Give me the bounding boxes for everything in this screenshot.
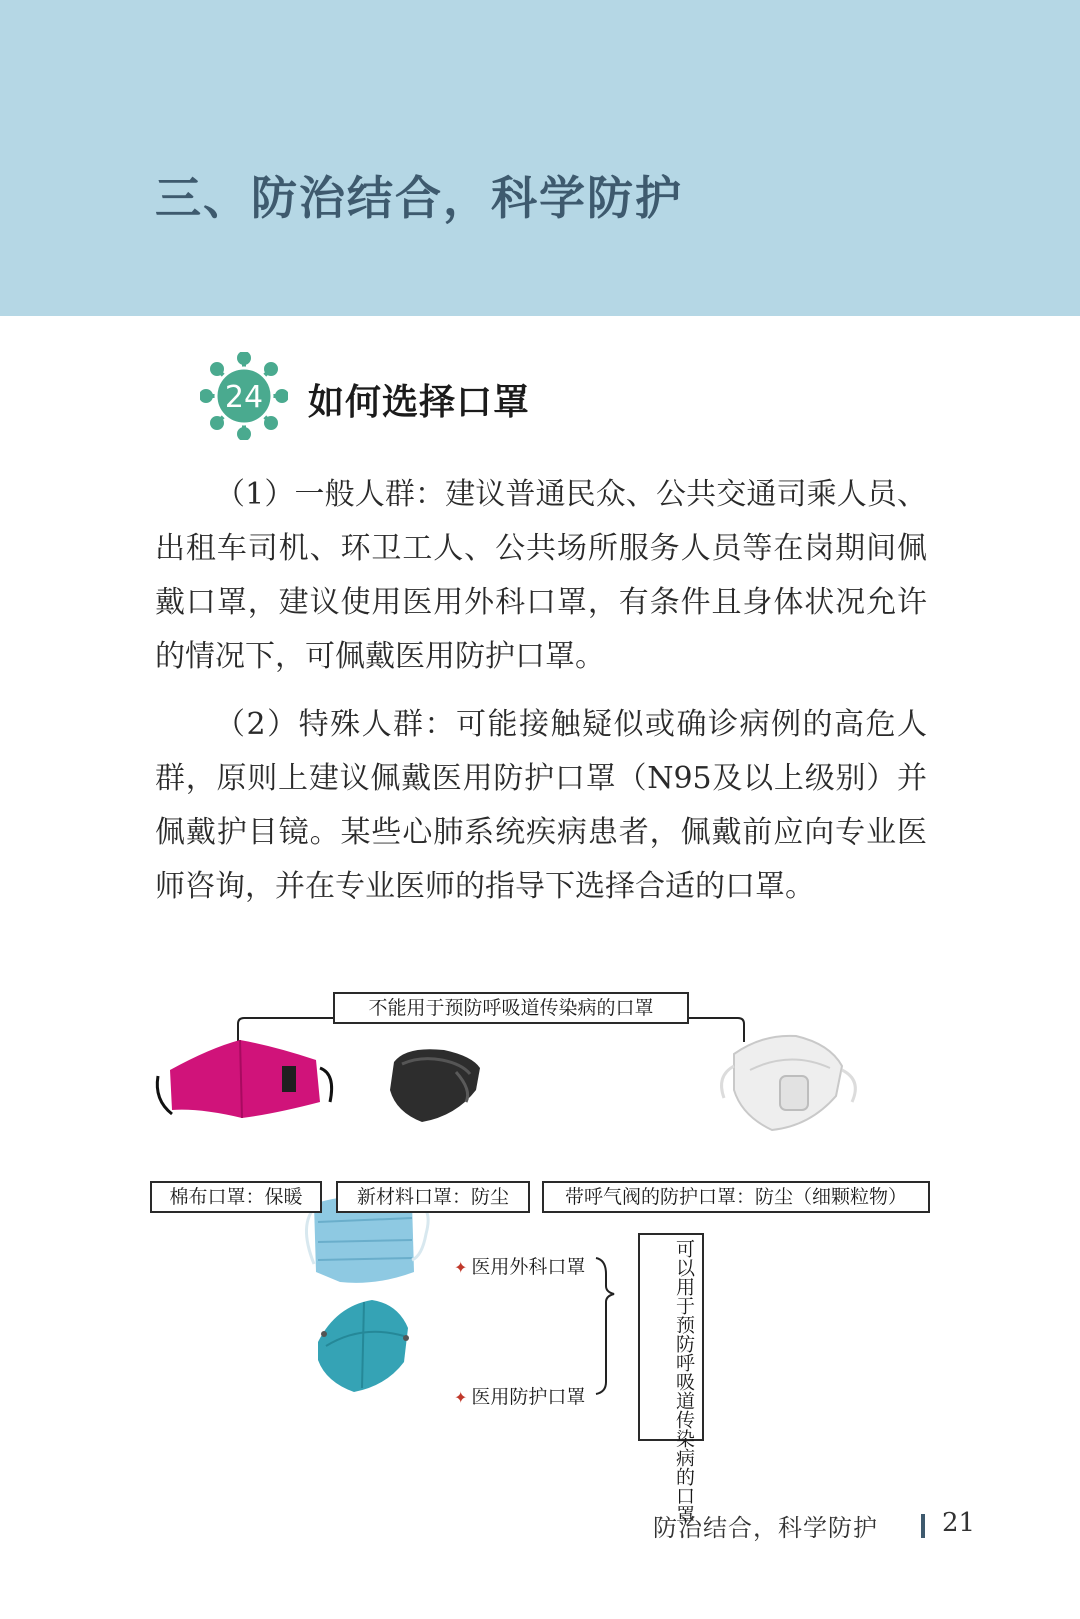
cotton-mask-caption: 棉布口罩：保暖	[150, 1181, 322, 1213]
protective-mask-text: 医用防护口罩	[471, 1386, 586, 1408]
chapter-title: 三、防治结合，科学防护	[155, 171, 683, 225]
section-title: 如何选择口罩	[308, 382, 531, 423]
new-material-mask-caption: 新材料口罩：防尘	[336, 1181, 530, 1213]
footer-divider	[921, 1514, 925, 1538]
not-for-prevention-label: 不能用于预防呼吸道传染病的口罩	[333, 992, 689, 1024]
section-number: 24	[224, 380, 264, 415]
valve-mask-image	[722, 1036, 856, 1130]
star-bullet-icon: ✦	[454, 1258, 468, 1277]
page-number: 21	[942, 1508, 976, 1538]
paragraph-general-population: （1）一般人群：建议普通民众、公共交通司乘人员、出租车司机、环卫工人、公共场所服务人员等在岗期间佩戴口罩，建议使用医用外科口罩，有条件且身体状况允许的情况下，可佩戴医用防护口罩。	[155, 477, 927, 674]
valve-mask-caption: 带呼气阀的防护口罩：防尘（细颗粒物）	[542, 1181, 930, 1213]
virus-number-badge-icon	[200, 352, 288, 440]
n95-mask-image	[318, 1300, 409, 1392]
cotton-mask-image	[157, 1040, 331, 1118]
star-bullet-icon: ✦	[454, 1388, 468, 1407]
mask-diagram	[150, 990, 930, 1524]
black-mask-image	[390, 1049, 480, 1122]
section-heading	[200, 352, 700, 442]
medical-brace	[596, 1258, 614, 1394]
paragraph-special-population: （2）特殊人群：可能接触疑似或确诊病例的高危人群，原则上建议佩戴医用防护口罩（N95及以上级别）并佩戴护目镜。某些心肺系统疾病患者，佩戴前应向专业医师咨询，并在专业医师的指导下选择合适的口罩。	[155, 707, 927, 904]
running-footer-title: 防治结合，科学防护	[653, 1514, 878, 1542]
protective-mask-label	[454, 1382, 585, 1409]
for-prevention-label: 可以用于预防呼吸道传染病的口罩	[638, 1233, 704, 1441]
diagram-graphics	[150, 990, 930, 1450]
surgical-mask-label	[454, 1252, 585, 1279]
header-band	[0, 0, 1080, 316]
surgical-mask-text: 医用外科口罩	[471, 1256, 586, 1278]
